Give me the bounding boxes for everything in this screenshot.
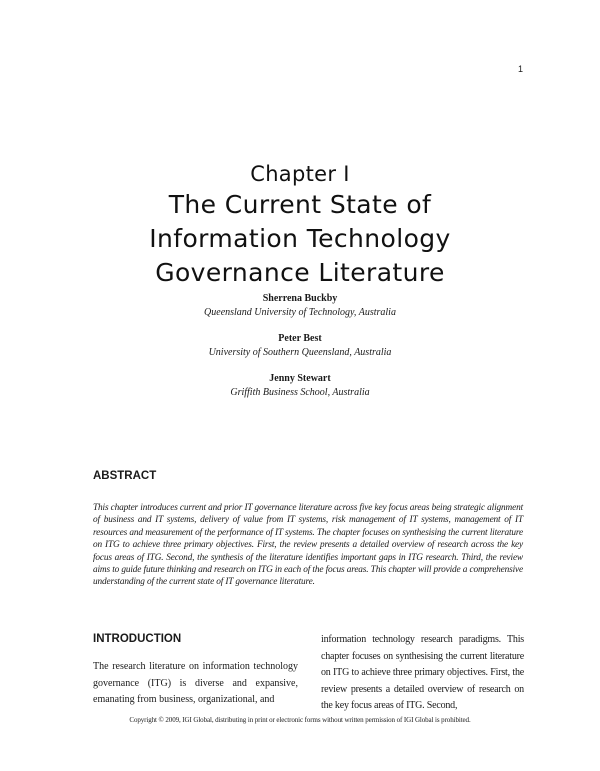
author-list [0,292,600,412]
introduction-left-column: The research literature on information technology governance (ITG) is diverse and expansive, emanating from business, organizational, and [93,661,298,705]
author-block [0,332,600,360]
author-affiliation: Queensland University of Technology, Australia [204,307,396,318]
author-name: Jenny Stewart [269,373,331,384]
chapter-title-line: The Current State of [168,190,432,219]
author-affiliation: University of Southern Queensland, Australia [208,347,392,358]
introduction-heading: INTRODUCTION [93,633,182,645]
page-number: 1 [518,64,524,74]
chapter-title-line: Governance Literature [155,258,445,287]
abstract-text: This chapter introduces current and prior IT governance literature across five key focus areas being strategic alignment of business and IT systems, delivery of value from IT systems, risk management of IT systems, management of IT resources and measurement of the performance of IT systems. The chapter focuses on synthesising the current literature on ITG to achieve three primary objectives. First, the review presents a detailed overview of research across the key focus areas of ITG. Second, the synthesis of the literature identifies important gaps in ITG research. Third, the review aims to guide future thinking and research on ITG in each of the focus areas. This chapter will provide a comprehensive understanding of the current state of IT governance literature. [93,503,523,588]
author-name: Sherrena Buckby [262,293,338,304]
introduction-right-column: information technology research paradigms. This chapter focuses on synthesising the current literature on ITG to achieve three primary objectives. First, the review presents a detailed overview of research on the key focus areas of ITG. Second, [321,634,524,711]
author-block [0,372,600,400]
chapter-title-line: Information Technology [149,224,451,253]
abstract-heading: ABSTRACT [93,470,157,482]
author-block [0,292,600,320]
chapter-label: Chapter I [250,162,350,186]
chapter-header [0,160,600,290]
copyright-notice: Copyright © 2009, IGI Global, distributing in print or electronic forms without written permission of IGI Global is prohibited. [129,716,471,724]
author-affiliation: Griffith Business School, Australia [230,387,370,398]
author-name: Peter Best [278,333,322,344]
